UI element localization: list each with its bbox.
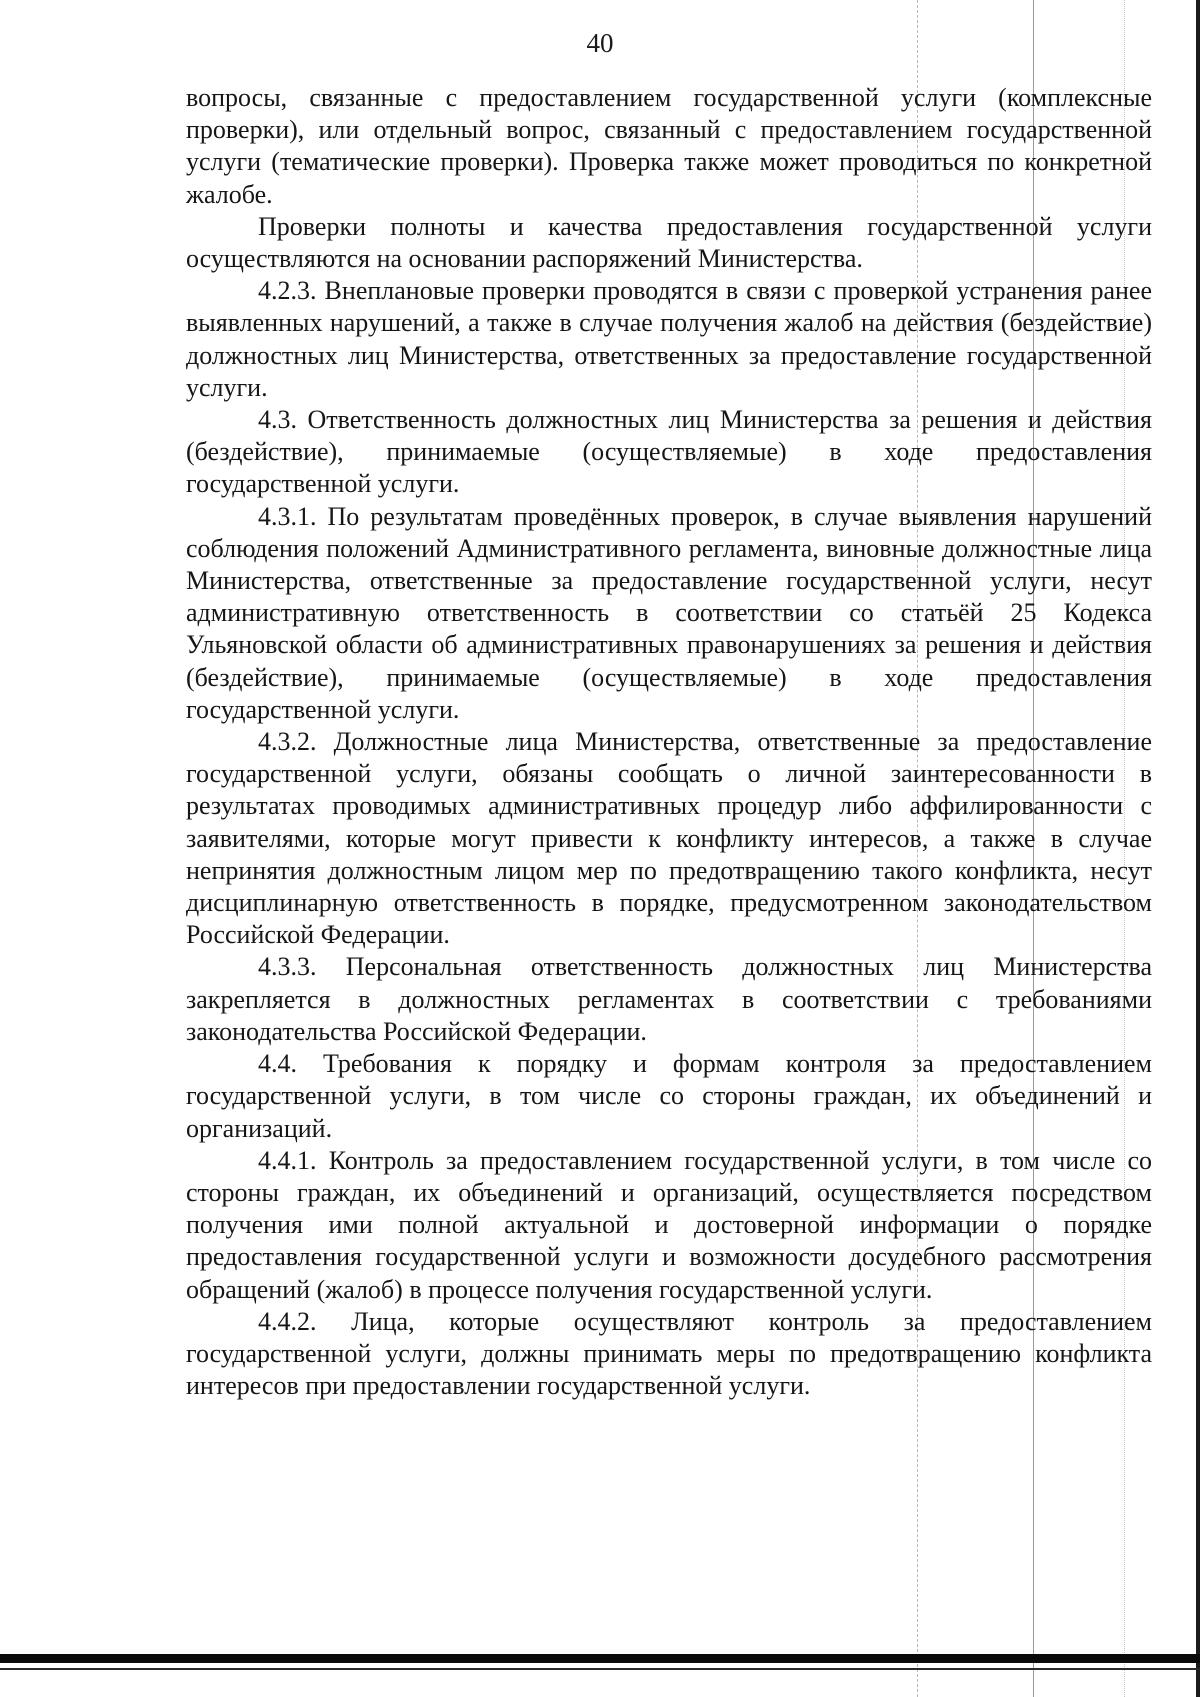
page-number: 40	[586, 28, 614, 58]
paragraph-4-2-3: 4.2.3. Внеплановые проверки проводятся в связи с проверкой устранения ранее выявленных нарушений, а также в случае получения жалоб на действия (бездействие) должностных лиц Министерства, ответственных за предоставление государственной услуги.	[186, 276, 1152, 402]
paragraph-4-3-1: 4.3.1. По результатам проведённых проверок, в случае выявления нарушений соблюдения положений Административного регламента, виновные должностные лица Министерства, ответственные за предоставление государственной услуги, несут административную ответственность в соответствии со статьёй 25 Кодекса Ульяновской области об административных правонарушениях за решения и действия (бездействие), принимаемые (осуществляемые) в ходе предоставления государственной услуги.	[186, 501, 1152, 724]
paragraph-4-4-1: 4.4.1. Контроль за предоставлением государственной услуги, в том числе со стороны граждан, их объединений и организаций, осуществляется посредством получения ими полной актуальной и достоверной информации о порядке предоставления государственной услуги и возможности досудебного рассмотрения обращений (жалоб) в процессе получения государственной услуги.	[186, 1145, 1152, 1304]
paragraph-4-3: 4.3. Ответственность должностных лиц Министерства за решения и действия (бездействие), принимаемые (осуществляемые) в ходе предоставления государственной услуги.	[186, 405, 1152, 499]
paragraph-4-3-2: 4.3.2. Должностные лица Министерства, ответственные за предоставление государственной услуги, обязаны сообщать о личной заинтересованности в результатах проводимых административных процедур либо аффилированности с заявителями, которые могут привести к конфликту интересов, а также в случае непринятия должностным лицом мер по предотвращению такого конфликта, несут дисциплинарную ответственность в порядке, предусмотренном законодательством Российской Федерации.	[186, 727, 1152, 950]
paragraph: Проверки полноты и качества предоставления государственной услуги осуществляются на основании распоряжений Министерства.	[186, 211, 1152, 274]
paragraph-4-4-2: 4.4.2. Лица, которые осуществляют контроль за предоставлением государственной услуги, должны принимать меры по предотвращению конфликта интересов при предоставлении государственной услуги.	[186, 1306, 1152, 1401]
scan-edge-bottom	[0, 1654, 1200, 1663]
document-body	[186, 82, 1152, 1402]
paragraph-4-4: 4.4. Требования к порядку и формам контроля за предоставлением государственной услуги, в том числе со стороны граждан, их объединений и организаций.	[186, 1049, 1152, 1143]
paragraph-4-3-3: 4.3.3. Персональная ответственность должностных лиц Министерства закрепляется в должностных регламентах в соответствии с требованиями законодательства Российской Федерации.	[186, 952, 1152, 1046]
scan-edge-right	[1196, 0, 1200, 1697]
scan-edge-bottom-thin	[0, 1668, 1200, 1670]
paragraph-continuation: вопросы, связанные с предоставлением государственной услуги (комплексные проверки), или отдельный вопрос, связанный с предоставлением государственной услуги (тематические проверки). Проверка также может проводиться по конкретной жалобе.	[186, 83, 1152, 209]
